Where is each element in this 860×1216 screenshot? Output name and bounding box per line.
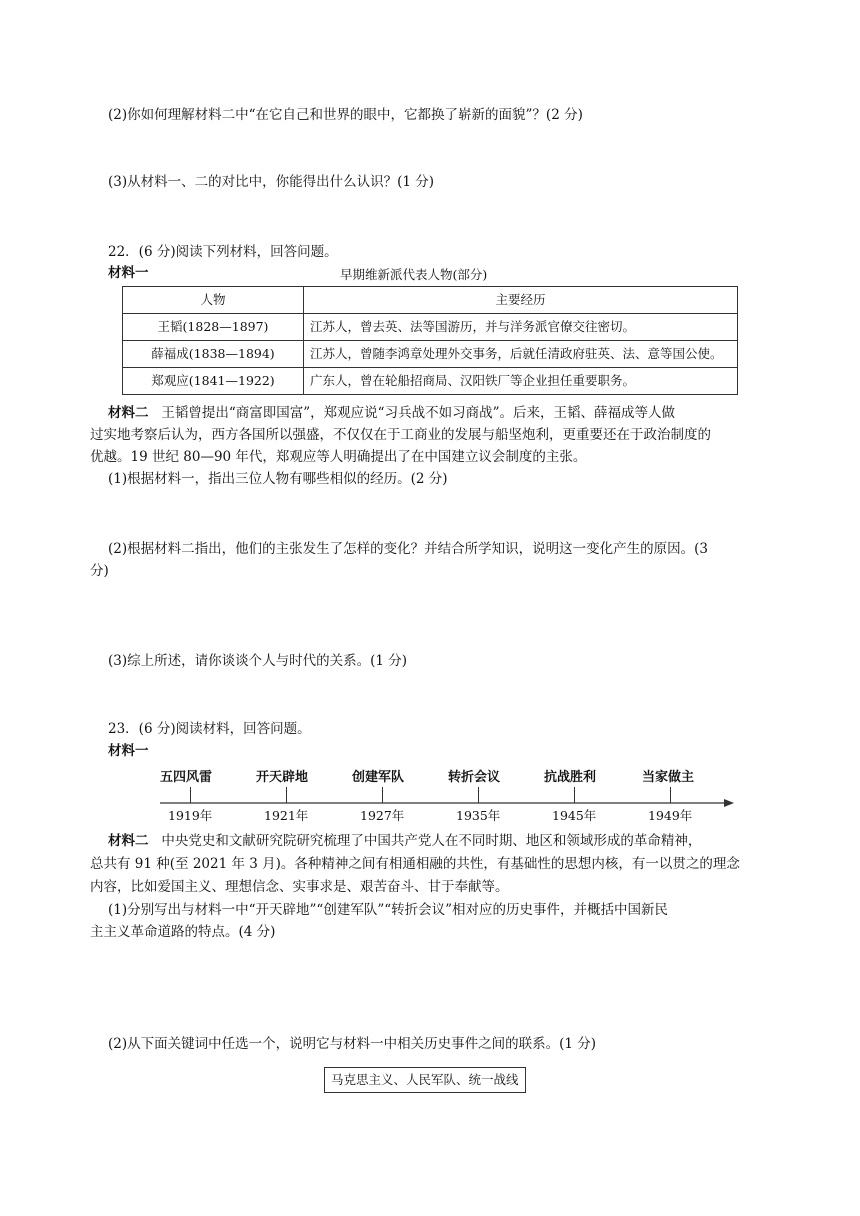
timeline-tick	[574, 787, 575, 803]
timeline-year: 1935年	[456, 808, 501, 823]
q22-part2-line2: 分)	[90, 563, 109, 579]
q22-title: 22．(6 分)阅读下列材料，回答问题。	[108, 244, 338, 260]
timeline-year: 1921年	[264, 808, 309, 823]
person-name: 郑观应(1841—1922)	[123, 368, 304, 395]
timeline-tick	[382, 787, 383, 803]
timeline-label: 创建军队	[352, 770, 405, 785]
timeline-tick	[478, 787, 479, 803]
timeline-year: 1945年	[552, 808, 597, 823]
q23-material2-text1: 中央党史和文献研究院研究梳理了中国共产党人在不同时期、地区和领域形成的革命精神，	[161, 833, 702, 849]
table-header-person: 人物	[123, 287, 304, 314]
timeline-tick	[286, 787, 287, 803]
q23-material2-line2: 总共有 91 种(至 2021 年 3 月)。各种精神之间有相通相融的共性，有基础性的思想内核，有一以贯之的理念	[90, 856, 740, 872]
timeline-year: 1927年	[360, 808, 405, 823]
q23-part1-line2: 主主义革命道路的特点。(4 分)	[90, 924, 276, 940]
timeline-label: 五四风雷	[160, 770, 213, 785]
timeline-label: 当家做主	[642, 770, 695, 785]
q22-part2-line1: (2)根据材料二指出，他们的主张发生了怎样的变化？并结合所学知识，说明这一变化产生的原因。(3	[108, 541, 708, 557]
person-desc: 江苏人，曾去英、法等国游历，并与洋务派官僚交往密切。	[304, 314, 738, 341]
person-desc: 江苏人，曾随李鸿章处理外交事务，后就任清政府驻英、法、意等国公使。	[304, 341, 738, 368]
q23-part1-line1: (1)分别写出与材料一中“开天辟地”“创建军队”“转折会议”相对应的历史事件，并概括中国新民	[108, 902, 669, 918]
table-header-experience: 主要经历	[304, 287, 738, 314]
q22-material2-label: 材料二	[108, 405, 149, 421]
q21-part3: (3)从材料一、二的对比中，你能得出什么认识？(1 分)	[108, 174, 435, 190]
q22-material1-label: 材料一	[108, 265, 149, 281]
timeline-label: 抗战胜利	[544, 770, 597, 785]
q22-table-caption: 早期维新派代表人物(部分)	[340, 267, 488, 282]
q22-material2-line3: 优越。19 世纪 80—90 年代，郑观应等人明确提出了在中国建立议会制度的主张。	[90, 449, 587, 465]
q22-material2-line2: 过实地考察后认为，西方各国所以强盛，不仅仅在于工商业的发展与船坚炮利，更重要还在于政治制度的	[90, 427, 711, 443]
person-name: 薛福成(1838—1894)	[123, 341, 304, 368]
q22-part3: (3)综上所述，请你谈谈个人与时代的关系。(1 分)	[108, 653, 408, 669]
q23-part2: (2)从下面关键词中任选一个，说明它与材料一中相关历史事件之间的联系。(1 分)	[108, 1036, 597, 1052]
q23-material2	[108, 832, 701, 850]
q23-material2-line3: 内容，比如爱国主义、理想信念、实事求是、艰苦奋斗、甘于奉献等。	[90, 879, 509, 895]
q21-part2: (2)你如何理解材料二中“在它自己和世界的眼中，它都换了崭新的面貌”？(2 分)	[108, 107, 583, 123]
timeline-tick	[670, 787, 671, 803]
q23-material2-label: 材料二	[108, 833, 149, 849]
person-name: 王韬(1828—1897)	[123, 314, 304, 341]
q22-part1: (1)根据材料一，指出三位人物有哪些相似的经历。(2 分)	[108, 471, 448, 487]
q23-material1-label: 材料一	[108, 743, 149, 759]
timeline-year: 1919年	[168, 808, 213, 823]
person-desc: 广东人，曾在轮船招商局、汉阳铁厂等企业担任重要职务。	[304, 368, 738, 395]
timeline-label: 开天辟地	[256, 770, 309, 785]
keywords-box: 马克思主义、人民军队、统一战线	[324, 1067, 526, 1093]
q22-material2-text1: 王韬曾提出“商富即国富”，郑观应说“习兵战不如习商战”。后来，王韬、薛福成等人做	[161, 405, 675, 421]
timeline-year: 1949年	[648, 808, 693, 823]
timeline-label: 转折会议	[448, 770, 501, 785]
q23-title: 23．(6 分)阅读材料，回答问题。	[108, 721, 311, 737]
timeline-tick	[190, 787, 191, 803]
